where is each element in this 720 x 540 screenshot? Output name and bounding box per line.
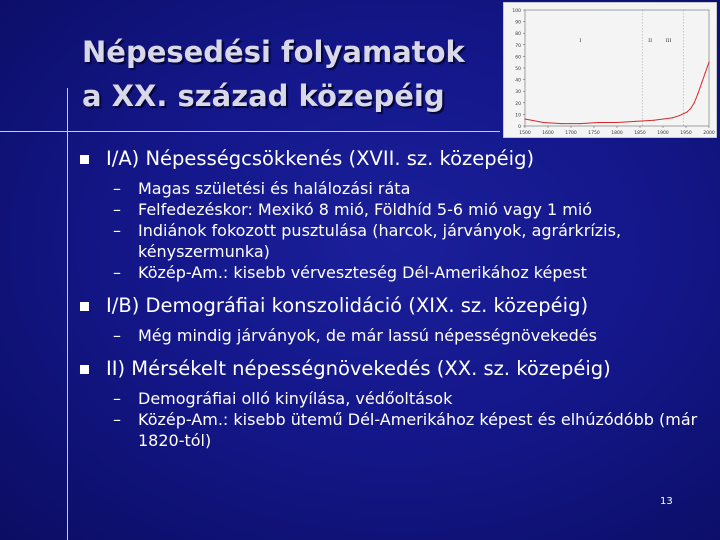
- x-tick-label: 1800: [611, 131, 623, 136]
- title-line-1: Népesedési folyamatok: [82, 35, 465, 69]
- data-point: [701, 82, 702, 83]
- sub-item-text: Indiánok fokozott pusztulása (harcok, járványok, agrárkrízis, kényszermunka): [138, 221, 622, 261]
- y-tick-label: 20: [515, 101, 521, 107]
- data-point: [690, 108, 691, 109]
- square-bullet-icon: [80, 155, 89, 164]
- data-point: [635, 121, 636, 122]
- sub-item-text: Demográfiai olló kinyílása, védőoltások: [138, 389, 453, 408]
- y-tick-label: 30: [515, 90, 521, 96]
- sub-list: [80, 325, 710, 346]
- y-tick-label: 100: [512, 9, 521, 14]
- y-tick-label: 90: [515, 20, 521, 26]
- square-bullet-icon: [80, 365, 89, 374]
- dash-icon: –: [113, 326, 121, 345]
- x-tick-label: 1950: [680, 131, 692, 136]
- sub-list: [80, 388, 710, 451]
- data-point: [524, 118, 525, 119]
- data-point: [561, 123, 562, 124]
- x-tick-label: 1900: [657, 131, 669, 136]
- dash-icon: –: [113, 389, 121, 408]
- x-tick-label: 1500: [519, 131, 531, 136]
- y-tick-label: 60: [515, 55, 521, 61]
- dash-icon: –: [113, 179, 121, 198]
- data-point: [705, 72, 706, 73]
- square-bullet-icon: [80, 302, 89, 311]
- item-block-2: [80, 293, 710, 346]
- x-tick-label: 1700: [565, 131, 577, 136]
- period-label: II: [648, 38, 653, 44]
- sub-item: [80, 220, 710, 262]
- bullet-item: [80, 293, 710, 319]
- sub-item: [80, 325, 710, 346]
- slide-title: [82, 30, 522, 118]
- sub-item: [80, 262, 710, 283]
- bullet-text: II) Mérsékelt népességnövekedés (XX. sz. közepéig): [106, 357, 611, 380]
- y-tick-label: 80: [515, 32, 521, 38]
- bullet-text: I/A) Népességcsökkenés (XVII. sz. közepéig): [106, 147, 535, 170]
- y-tick-label: 10: [515, 113, 521, 119]
- title-line-2: a XX. század közepéig: [82, 79, 445, 113]
- x-tick-label: 1750: [588, 131, 600, 136]
- data-point: [708, 62, 709, 63]
- dash-icon: –: [113, 200, 121, 219]
- dash-icon: –: [113, 263, 121, 282]
- sub-item-text: Közép-Am.: kisebb ütemű Dél-Amerikához képest és elhúzódóbb (már 1820-tól): [138, 410, 698, 450]
- page-number: 13: [660, 496, 673, 507]
- data-point: [580, 123, 581, 124]
- y-tick-label: 40: [515, 78, 521, 84]
- chart-frame: [503, 2, 717, 138]
- data-point: [679, 115, 680, 116]
- data-point: [686, 111, 687, 112]
- dash-icon: –: [113, 410, 121, 429]
- bullet-item: [80, 356, 710, 382]
- sub-item: [80, 199, 710, 220]
- sub-item-text: Magas születési és halálozási ráta: [138, 179, 411, 198]
- sub-item-text: Még mindig járványok, de már lassú népességnövekedés: [138, 326, 597, 345]
- decorative-vertical-rule: [67, 88, 68, 540]
- bullet-item: [80, 146, 710, 172]
- data-point: [672, 117, 673, 118]
- data-point: [653, 120, 654, 121]
- period-label: I: [579, 38, 582, 44]
- y-tick-label: 70: [515, 43, 521, 49]
- data-point: [694, 102, 695, 103]
- slide-content: [80, 146, 710, 461]
- sub-item: [80, 388, 710, 409]
- bullet-text: I/B) Demográfiai konszolidáció (XIX. sz. közepéig): [106, 294, 589, 317]
- population-chart: [503, 2, 717, 138]
- sub-item: [80, 409, 710, 451]
- data-point: [697, 93, 698, 94]
- data-point: [543, 122, 544, 123]
- x-tick-label: 2000: [703, 131, 715, 136]
- period-label: III: [665, 38, 672, 44]
- decorative-horizontal-rule: [0, 131, 500, 132]
- dash-icon: –: [113, 221, 121, 240]
- sub-item: [80, 178, 710, 199]
- item-block-3: [80, 356, 710, 451]
- data-point: [616, 122, 617, 123]
- x-tick-label: 1850: [634, 131, 646, 136]
- x-tick-label: 1600: [542, 131, 554, 136]
- y-tick-label: 0: [518, 125, 521, 130]
- y-tick-label: 50: [515, 67, 521, 72]
- sub-item-text: Közép-Am.: kisebb vérveszteség Dél-Amerikához képest: [138, 263, 587, 282]
- sub-list: [80, 178, 710, 283]
- item-block-1: [80, 146, 710, 283]
- data-point: [598, 122, 599, 123]
- sub-item-text: Felfedezéskor: Mexikó 8 mió, Földhíd 5-6 mió vagy 1 mió: [138, 200, 593, 219]
